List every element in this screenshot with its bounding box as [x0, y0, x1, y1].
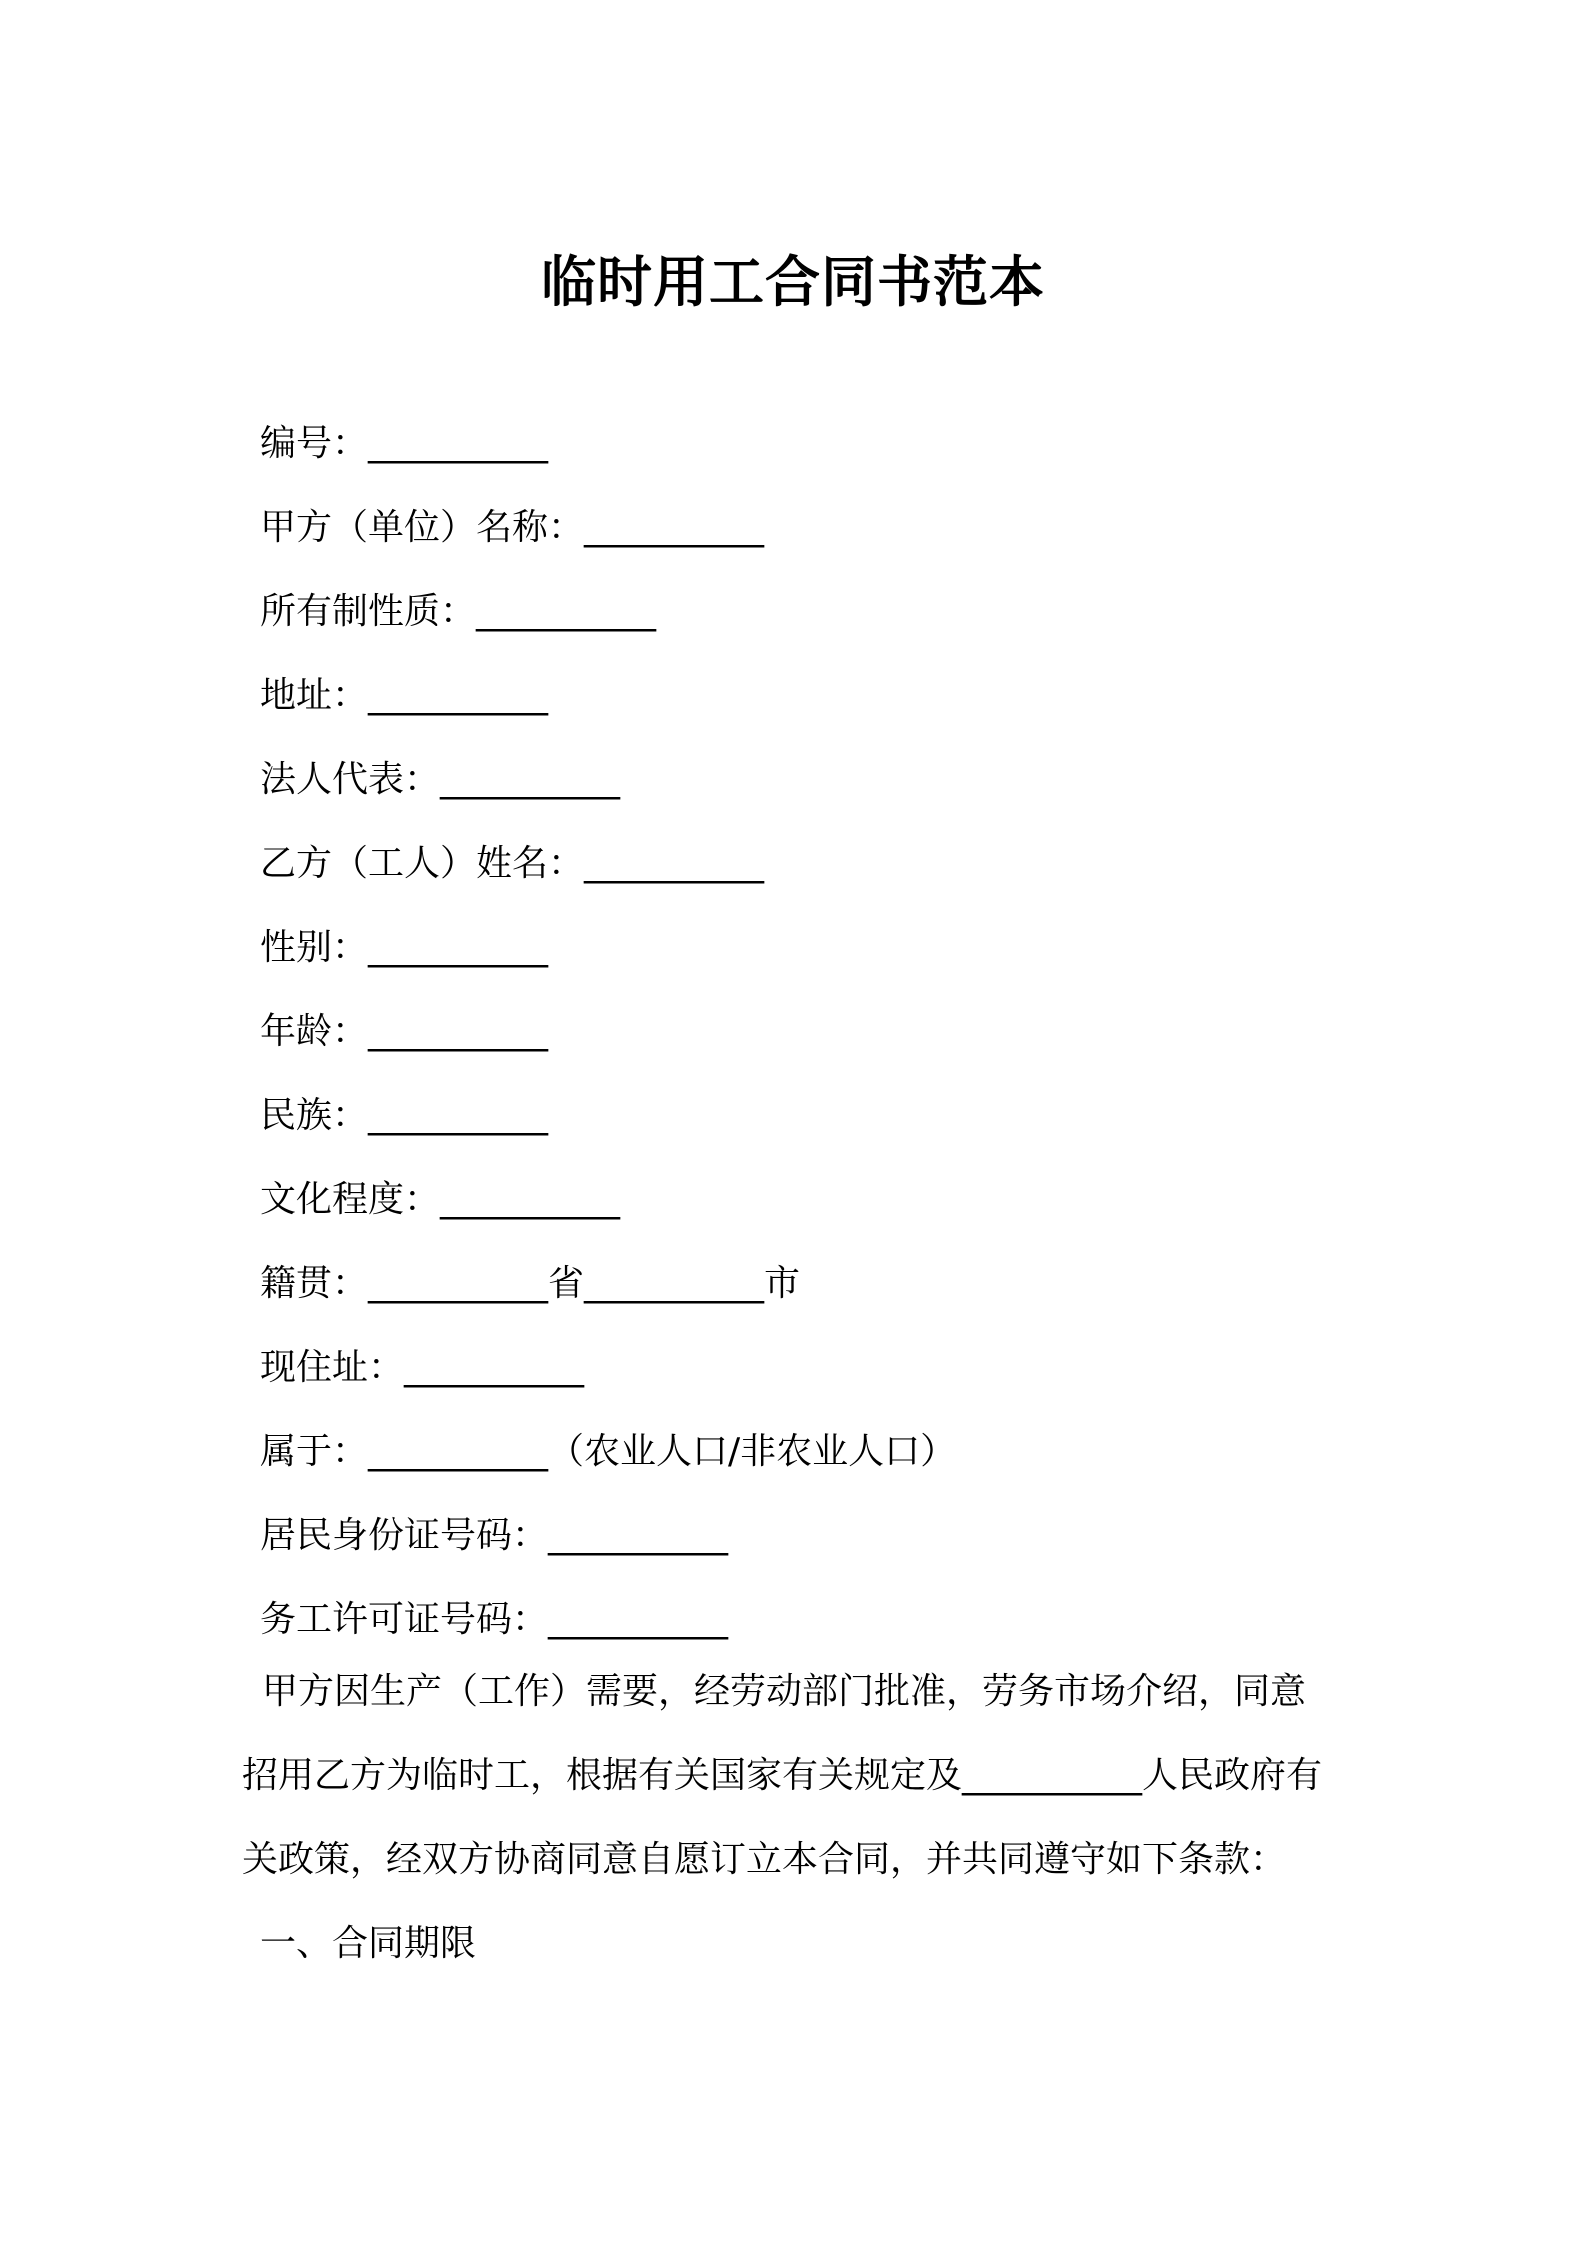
- field-id-card-number: 居民身份证号码：__________: [260, 1515, 729, 1556]
- field-current-address: 现住址：__________: [260, 1347, 585, 1388]
- section-heading-contract-term: 一、合同期限: [260, 1923, 477, 1964]
- field-legal-representative: 法人代表：__________: [260, 759, 621, 800]
- paragraph-line: 关政策，经双方协商同意自愿订立本合同，并共同遵守如下条款：: [242, 1839, 1287, 1880]
- field-ownership-type: 所有制性质：__________: [260, 591, 657, 632]
- field-serial-number: 编号：__________: [260, 423, 549, 464]
- paragraph-line: 甲方因生产（工作）需要，经劳动部门批准，劳务市场介绍，同意: [262, 1671, 1307, 1712]
- field-ethnicity: 民族：__________: [260, 1095, 549, 1136]
- field-household-type: 属于：__________（农业人口/非农业人口）: [260, 1431, 957, 1472]
- field-work-permit-number: 务工许可证号码：__________: [260, 1599, 729, 1640]
- field-native-place: 籍贯：__________省__________市: [260, 1263, 801, 1304]
- field-gender: 性别：__________: [260, 927, 549, 968]
- contract-field-list: [260, 402, 956, 1662]
- contract-intro-paragraph: [242, 1650, 1354, 1902]
- document-title: 临时用工合同书范本: [540, 249, 1045, 314]
- field-party-b-name: 乙方（工人）姓名：__________: [260, 843, 765, 884]
- field-party-a-name: 甲方（单位）名称：__________: [260, 507, 765, 548]
- field-education-level: 文化程度：__________: [260, 1179, 621, 1220]
- field-age: 年龄：__________: [260, 1011, 549, 1052]
- field-address: 地址：__________: [260, 675, 549, 716]
- paragraph-line: 招用乙方为临时工，根据有关国家有关规定及__________人民政府有: [242, 1755, 1323, 1796]
